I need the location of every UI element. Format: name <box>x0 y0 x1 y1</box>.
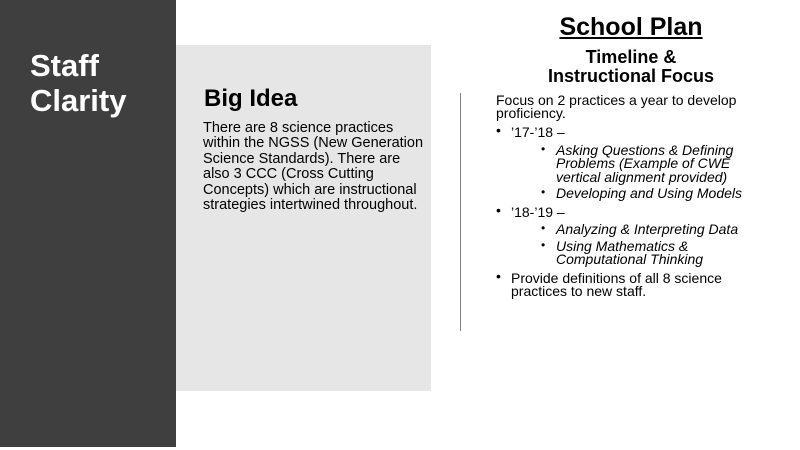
bullet-icon: • <box>541 185 546 199</box>
plan-subitem-text: Asking Questions & Defining Problems (Example of CWE vertical alignment provided) <box>556 141 734 185</box>
school-plan-title: School Plan <box>559 13 703 41</box>
bullet-icon: • <box>541 221 546 235</box>
plan-item-2017-2018 <box>496 122 766 201</box>
school-plan-subtitle <box>478 48 784 86</box>
plan-subitem <box>541 141 766 185</box>
vertical-divider <box>460 93 461 331</box>
bullet-icon: • <box>541 237 546 252</box>
plan-item-definitions <box>496 267 766 299</box>
plan-subitem-text: Using Mathematics & Computational Thinking <box>556 237 704 267</box>
section-title-line-1: Staff <box>30 48 99 83</box>
bullet-icon: • <box>541 141 546 156</box>
plan-sublist <box>511 141 766 201</box>
plan-subitem <box>541 223 766 237</box>
left-sidebar <box>0 0 176 447</box>
plan-subitem-text: Analyzing & Interpreting Data <box>556 221 739 237</box>
section-title <box>30 48 170 118</box>
plan-subitem-text: Developing and Using Models <box>556 185 742 201</box>
bullet-icon: • <box>496 201 501 218</box>
plan-item-2018-2019 <box>496 201 766 267</box>
section-title-line-2: Clarity <box>30 83 127 118</box>
subtitle-line-1: Timeline & <box>585 47 677 67</box>
big-idea-heading: Big Idea <box>204 85 298 112</box>
plan-item-label: ’18-’19 – <box>511 203 565 220</box>
plan-subitem <box>541 187 766 201</box>
bullet-icon: • <box>496 267 501 284</box>
plan-subitem <box>541 237 766 267</box>
plan-item-label: Provide definitions of all 8 science practices to new staff. <box>511 269 722 299</box>
bullet-icon: • <box>496 122 501 138</box>
plan-sublist <box>511 223 766 267</box>
big-idea-body: There are 8 science practices within the NGSS (New Generation Science Standards). There are also 3 CCC (Cross Cutting Concepts) which are instructional strategies intertwined throughout. <box>203 120 424 214</box>
plan-item-label: ’17-’18 – <box>511 124 565 140</box>
subtitle-line-2: Instructional Focus <box>547 66 715 86</box>
school-plan-intro: Focus on 2 practices a year to develop proficiency. <box>496 92 737 121</box>
school-plan-list <box>496 122 766 304</box>
